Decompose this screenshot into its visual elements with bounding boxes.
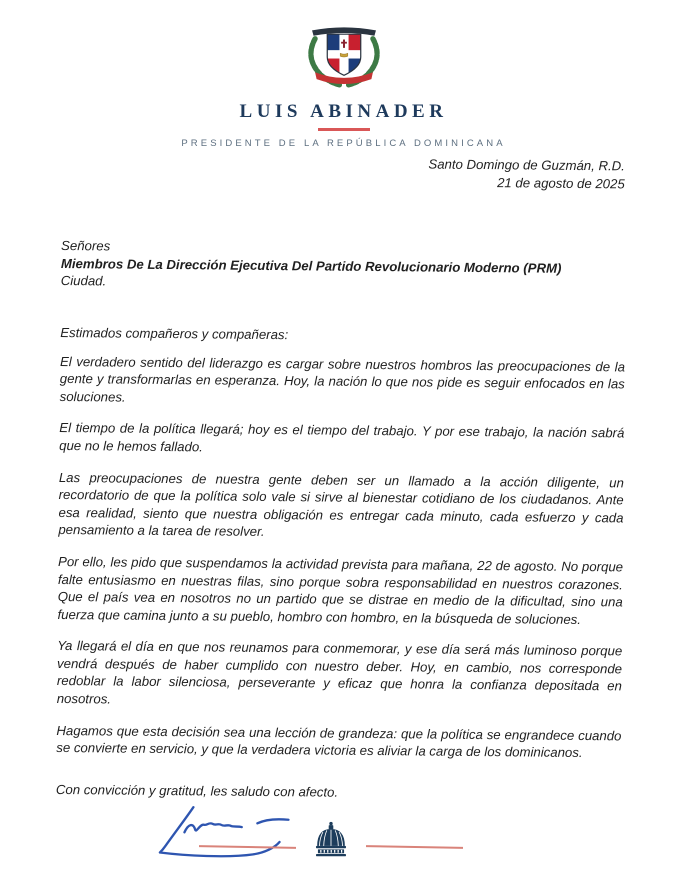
letter-body [55,152,627,876]
recipient-line-senores: Señores [61,238,111,254]
closing-line: Con convicción y gratitud, les saludo con afecto. [55,781,339,800]
paragraph-1: El verdadero sentido del liderazgo es cargar sobre nuestros hombros las preocupaciones de la gente y transformarlas en esperanza. Hoy, la nación lo que nos pide es seguir enfocados en las soluciones. [59,353,626,405]
paragraph-3: Las preocupaciones de nuestra gente deben ser un llamado a la acción diligente, un recordatorio de que la política solo vale si sirve al bienestar cotidiano de los ciudadanos. Ante esa realidad, siento que nuestra obligación es entregar cada minuto, cada esfuerzo y cada pensamiento a la tarea de resolver. [58,469,624,540]
paragraph-6: Hagamos que esta decisión sea una lección de grandeza: que la política se engrandece cuando se convierte en servicio, y que la verdadera victoria es aliviar la carga de los dominicanos. [56,722,622,761]
dateline [62,152,625,193]
letterhead [0,22,687,149]
footer-left-rule [198,845,295,849]
paragraph-2: El tiempo de la política llegará; hoy es el tiempo del trabajo. Y por ese trabajo, la nación sabrá que no le hemos fallado. [59,420,625,455]
paragraph-4: Por ello, les pido que suspendamos la actividad prevista para mañana, 22 de agosto. No porque falte entusiasmo en nuestras filas, sino porque sobra responsabilidad en nuestros corazones. Que el país vea en nosotros no un partido que se distrae en medio de la dificultad, sino una fuerza que camina junto a su pueblo, hombro con hombro, en la búsqueda de soluciones. [57,553,624,627]
recipient-block [61,237,626,295]
paragraph-5: Ya llegará el día en que nos reunamos para conmemorar, y ese día será más luminoso porque vendrá después de haber cumplido con nuestro deber. Hoy, en cambio, nos corresponde redoblar la labor silenciosa, perseverante y eficaz que honra la confianza depositada en nosotros. [56,638,623,707]
red-rule-divider [318,128,370,131]
footer-right-rule [365,845,462,849]
salutation: Estimados compañeros y compañeras: [60,324,289,343]
recipient-line-city: Ciudad. [60,273,107,289]
president-name: LUIS ABINADER [239,101,448,122]
dateline-place: Santo Domingo de Guzmán, R.D. [428,156,625,174]
recipient-line-organization: Miembros De La Dirección Ejecutiva Del Partido Revolucionario Moderno (PRM) [60,255,562,276]
footer [0,812,674,866]
palace-dome-icon [311,812,351,866]
coat-of-arms-icon [297,22,391,92]
dateline-date: 21 de agosto de 2025 [497,174,625,191]
president-title: PRESIDENTE DE LA REPÚBLICA DOMINICANA [181,138,506,149]
